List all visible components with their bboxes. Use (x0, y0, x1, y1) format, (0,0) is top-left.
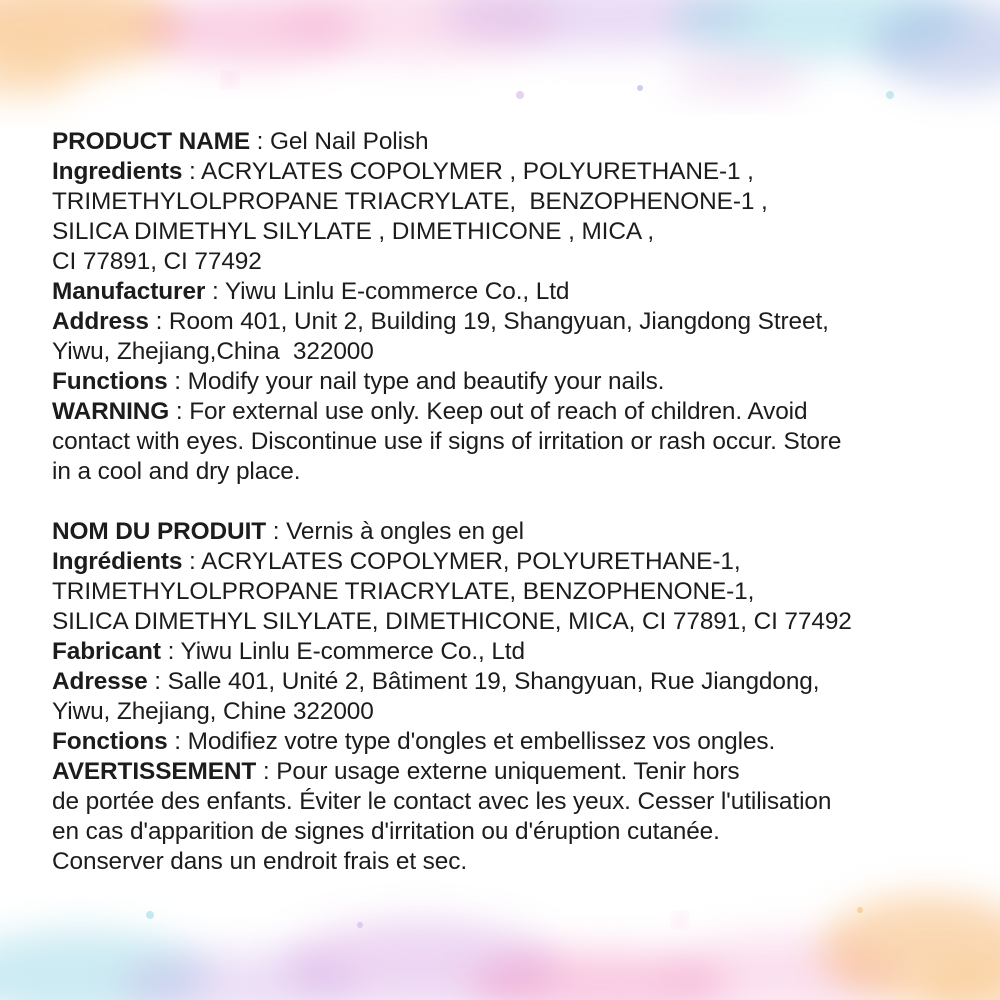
address-continuation-fr: Yiwu, Zhejiang, Chine 322000 (52, 698, 374, 725)
warning-continuation-fr: de portée des enfants. Éviter le contact avec les yeux. Cesser l'utilisation (52, 788, 832, 815)
product-name-label: PRODUCT NAME (52, 128, 250, 155)
functions-row (52, 367, 982, 397)
ingredients-label: Ingredients (52, 158, 183, 185)
french-section (52, 517, 982, 877)
product-name-label-fr: NOM DU PRODUIT (52, 518, 267, 545)
manufacturer-value-fr: : Yiwu Linlu E-commerce Co., Ltd (160, 638, 525, 665)
address-value: : Room 401, Unit 2, Building 19, Shangyuan, Jiangdong Street, (148, 308, 829, 335)
address-row-fr (52, 667, 982, 697)
ingredients-row-fr (52, 547, 982, 577)
manufacturer-label-fr: Fabricant (52, 638, 161, 665)
warning-continuation: in a cool and dry place. (52, 458, 301, 485)
functions-value-fr: : Modifiez votre type d'ongles et embellissez vos ongles. (167, 728, 776, 755)
address-value-fr: : Salle 401, Unité 2, Bâtiment 19, Shangyuan, Rue Jiangdong, (147, 668, 820, 695)
warning-row (52, 397, 982, 427)
address-continuation: Yiwu, Zhejiang,China 322000 (52, 338, 374, 365)
address-label: Address (52, 308, 149, 335)
warning-label-fr: AVERTISSEMENT (52, 758, 257, 785)
manufacturer-row (52, 277, 982, 307)
address-label-fr: Adresse (52, 668, 148, 695)
warning-row-fr (52, 757, 982, 787)
warning-continuation-fr: Conserver dans un endroit frais et sec. (52, 848, 468, 875)
ingredients-continuation: SILICA DIMETHYL SILYLATE , DIMETHICONE , MICA , (52, 218, 655, 245)
ingredients-row (52, 157, 982, 187)
functions-label: Functions (52, 368, 168, 395)
manufacturer-row-fr (52, 637, 982, 667)
ingredients-value: : ACRYLATES COPOLYMER , POLYURETHANE-1 , (182, 158, 754, 185)
product-name-value-fr: : Vernis à ongles en gel (266, 518, 524, 545)
functions-label-fr: Fonctions (52, 728, 168, 755)
functions-row-fr (52, 727, 982, 757)
address-row (52, 307, 982, 337)
ingredients-label-fr: Ingrédients (52, 548, 183, 575)
manufacturer-label: Manufacturer (52, 278, 206, 305)
ingredients-value-fr: : ACRYLATES COPOLYMER, POLYURETHANE-1, (182, 548, 741, 575)
warning-continuation-fr: en cas d'apparition de signes d'irritation ou d'éruption cutanée. (52, 818, 720, 845)
bottom-splash (0, 895, 1000, 1000)
warning-continuation: contact with eyes. Discontinue use if signs of irritation or rash occur. Store (52, 428, 842, 455)
section-spacer (52, 487, 982, 517)
functions-value: : Modify your nail type and beautify your nails. (167, 368, 665, 395)
product-name-value: : Gel Nail Polish (250, 128, 429, 155)
warning-value: : For external use only. Keep out of reach of children. Avoid (169, 398, 808, 425)
top-splash (0, 0, 1000, 100)
ingredients-continuation: CI 77891, CI 77492 (52, 248, 262, 275)
ingredients-continuation: TRIMETHYLOLPROPANE TRIACRYLATE, BENZOPHENONE-1 , (52, 188, 768, 215)
english-section (52, 127, 982, 487)
warning-label: WARNING (52, 398, 170, 425)
ingredients-continuation-fr: SILICA DIMETHYL SILYLATE, DIMETHICONE, MICA, CI 77891, CI 77492 (52, 608, 852, 635)
manufacturer-value: : Yiwu Linlu E-commerce Co., Ltd (205, 278, 570, 305)
product-name-row-fr (52, 517, 982, 547)
ingredients-continuation-fr: TRIMETHYLOLPROPANE TRIACRYLATE, BENZOPHENONE-1, (52, 578, 755, 605)
warning-value-fr: : Pour usage externe uniquement. Tenir hors (256, 758, 740, 785)
product-information (52, 127, 982, 877)
product-name-row (52, 127, 982, 157)
